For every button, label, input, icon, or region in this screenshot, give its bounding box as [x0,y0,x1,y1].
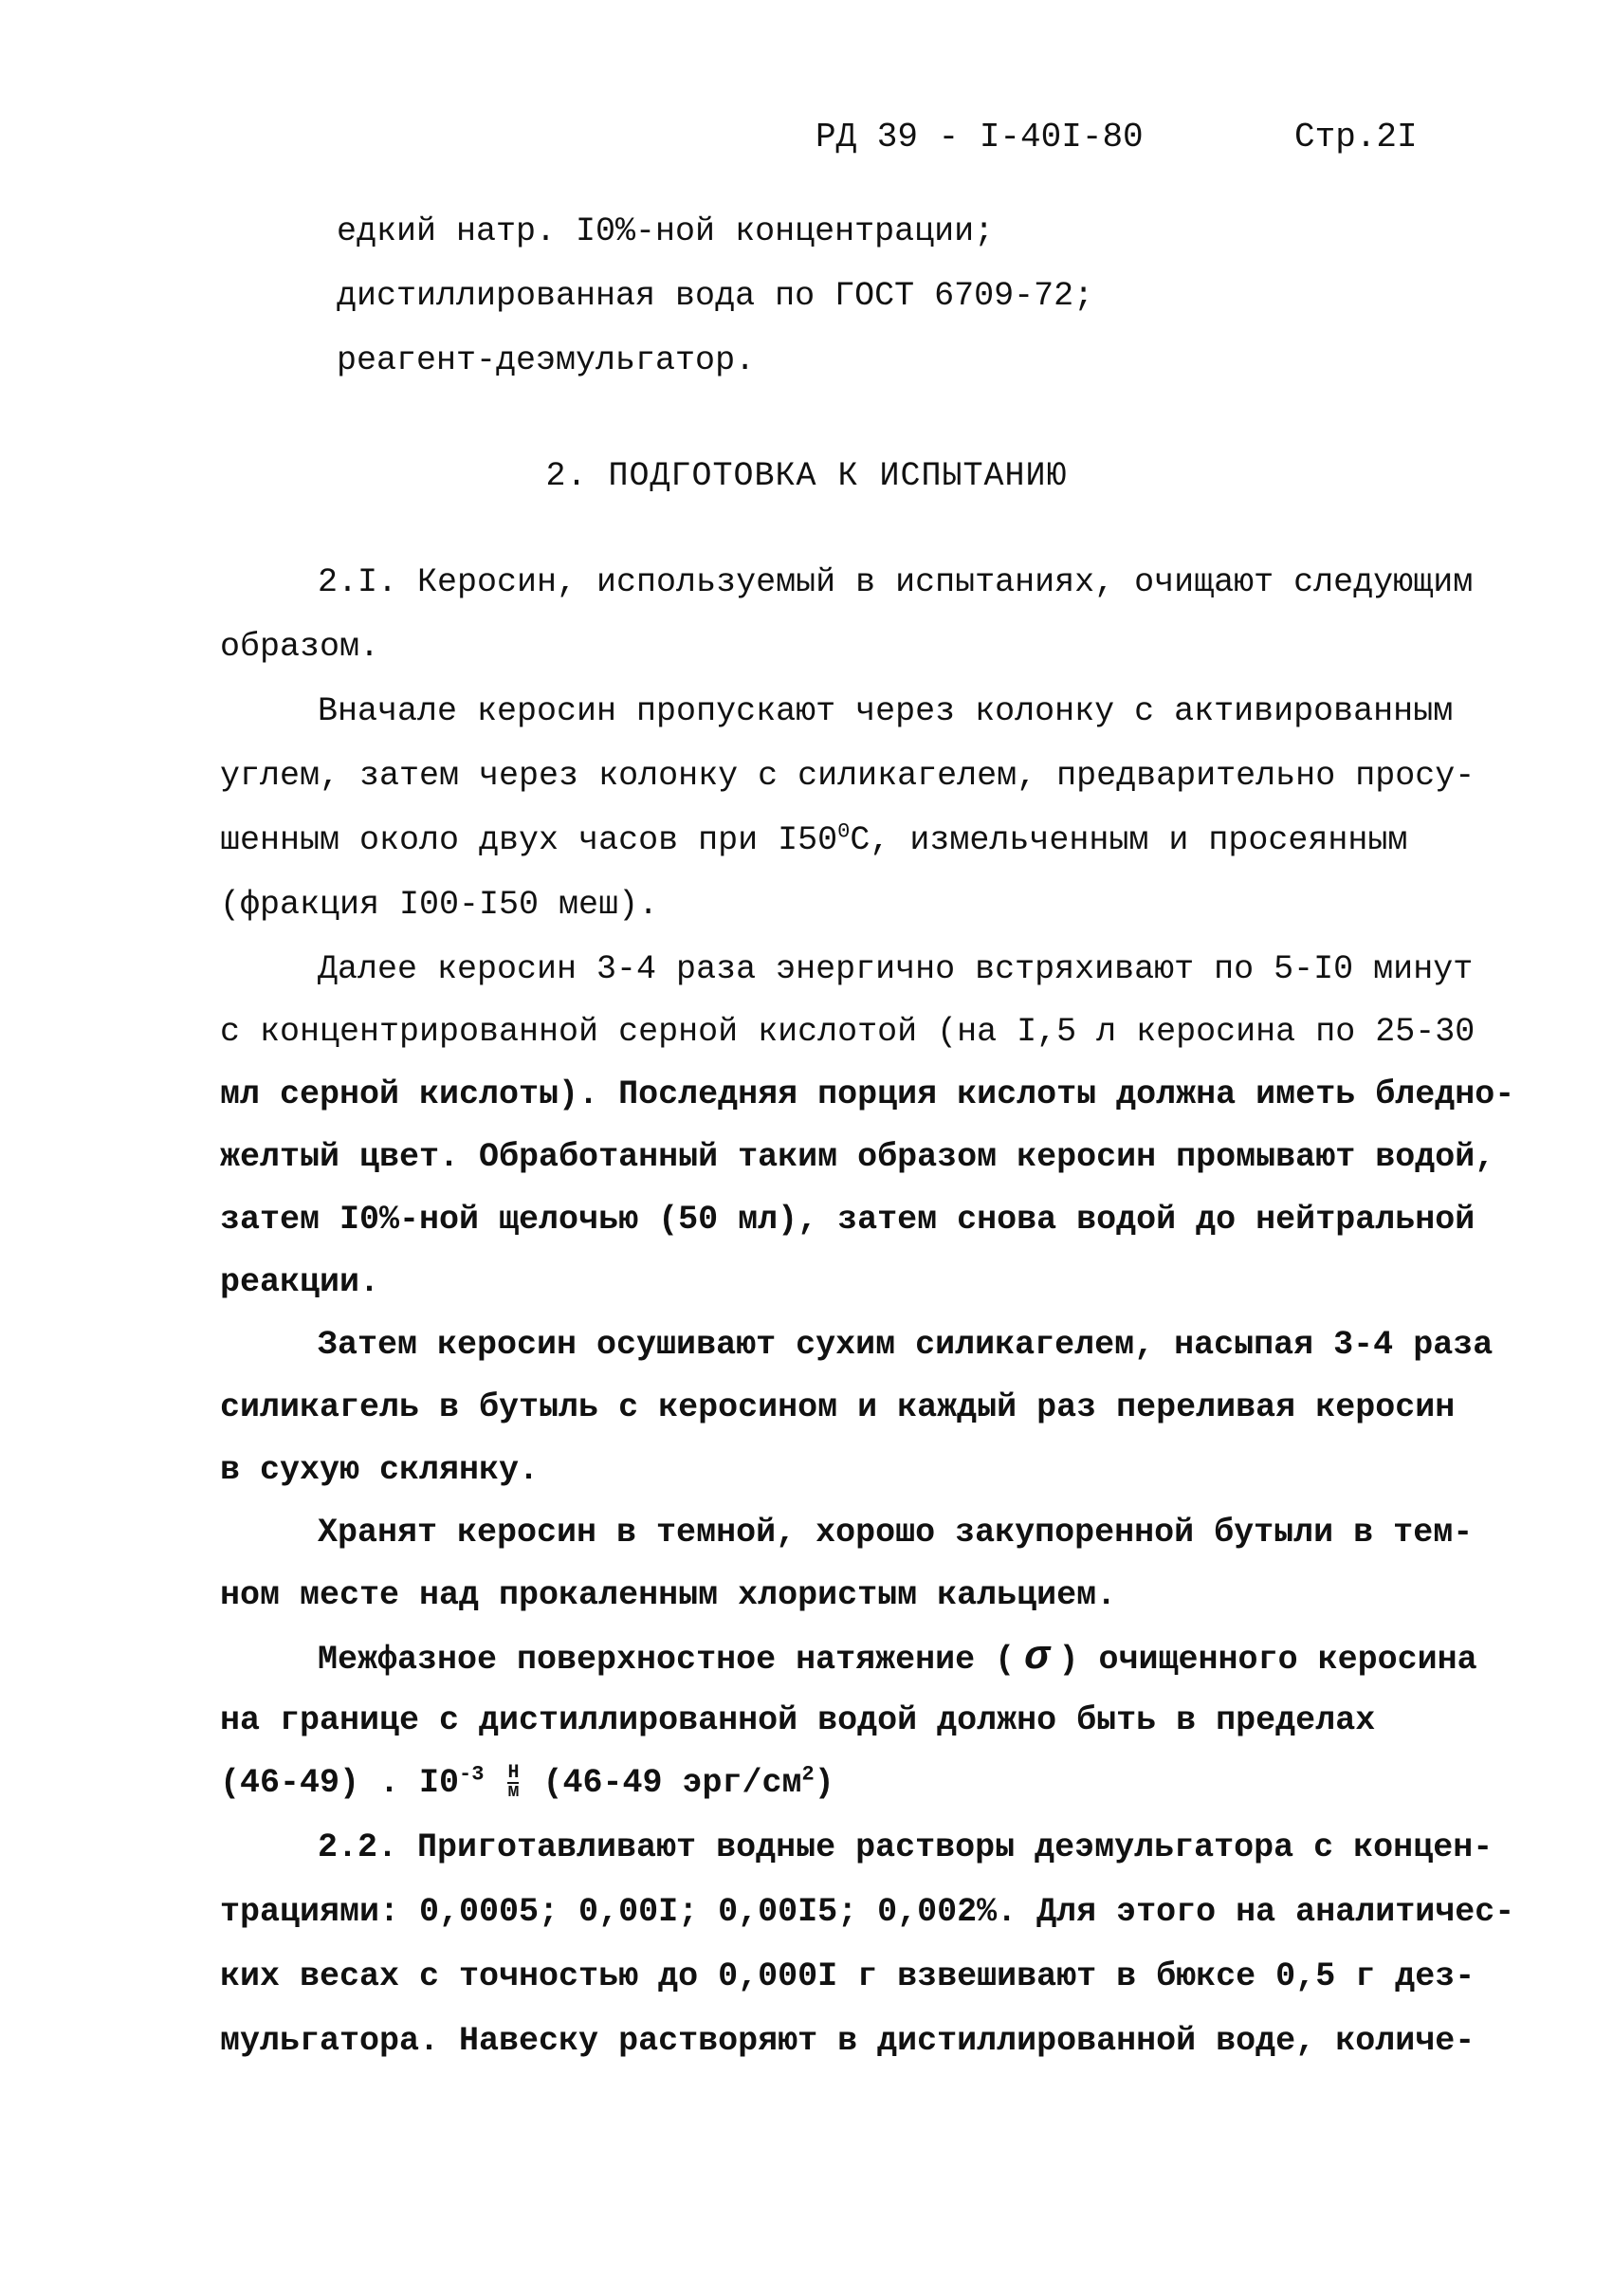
paragraph-line: Затем керосин осушивают сухим силикагелем, насыпая 3-4 раза [318,1326,1494,1364]
paragraph-line: с концентрированной серной кислотой (на I,5 л керосина по 25-30 [220,1013,1476,1051]
reagent-line: едкий натр. I0%-ной концентрации; [337,212,995,250]
paragraph-line: (фракция I00-I50 меш). [220,886,659,924]
paragraph-line [318,1634,1477,1681]
reagent-line: реагент-деэмульгатор. [337,341,756,379]
paragraph-line: 2.2. Приготавливают водные растворы деэмульгатора с концен- [318,1828,1494,1866]
text-span: шенным около двух часов при I50 [220,821,838,859]
sigma-symbol: σ [1024,1634,1050,1681]
paragraph-line: Хранят керосин в темной, хорошо закупоренной бутыли в тем- [318,1514,1474,1552]
paragraph-line: трациями: 0,0005; 0,00I; 0,00I5; 0,002%. Для этого на аналитичес- [220,1893,1515,1931]
unit-fraction [507,1761,520,1803]
paragraph-line: в сухую склянку. [220,1451,540,1489]
paragraph-line: ном месте над прокаленным хлористым кальцием. [220,1576,1117,1614]
text-span: ) [814,1764,834,1802]
paragraph-line: силикагель в бутыль с керосином и каждый раз переливая керосин [220,1388,1456,1426]
paragraph-line: Вначале керосин пропускают через колонку с активированным [318,692,1454,730]
paragraph-line: мл серной кислоты). Последняя порция кислоты должна иметь бледно- [220,1075,1515,1113]
paragraph-line: желтый цвет. Обработанный таким образом керосин промывают водой, [220,1138,1495,1176]
fraction-denominator: м [507,1780,520,1803]
text-span: Межфазное поверхностное натяжение ( [318,1641,1016,1679]
paragraph-line: углем, затем через колонку с силикагелем, предварительно просу- [220,757,1476,795]
paragraph-line [220,819,1407,861]
paragraph-line: образом. [220,628,380,666]
paragraph-line: затем I0%-ной щелочью (50 мл), затем снова водой до нейтральной [220,1201,1476,1239]
paragraph-line: Далее керосин 3-4 раза энергично встряхивают по 5-I0 минут [318,950,1474,988]
paragraph-line: 2.I. Керосин, используемый в испытаниях, очищают следующим [318,563,1474,601]
paragraph-line: ких весах с точностью до 0,000I г взвешивают в бюксе 0,5 г дез- [220,1957,1476,1995]
paragraph-line: на границе с дистиллированной водой должно быть в пределах [220,1701,1376,1739]
text-span: (46-49 эрг/см [542,1764,802,1802]
text-span: ) очищенного керосина [1058,1641,1477,1679]
superscript: 0 [837,819,851,844]
paragraph-line: реакции. [220,1263,380,1301]
section-title: 2. ПОДГОТОВКА К ИСПЫТАНИЮ [545,457,1068,495]
text-span: (46-49) . I0 [220,1764,460,1802]
page-header [0,118,1613,165]
text-span: С, измельченным и просеянным [850,821,1408,859]
superscript: 2 [801,1762,815,1787]
paragraph-line: мульгатора. Навеску растворяют в дистиллированной воде, количе- [220,2022,1476,2060]
page-number: Стр.2I [1294,118,1418,156]
fraction-numerator: Н [507,1761,520,1784]
superscript: -3 [459,1762,485,1787]
paragraph-line [220,1762,834,1804]
document-code: РД 39 - I-40I-80 [816,118,1144,156]
reagent-line: дистиллированная вода по ГОСТ 6709-72; [337,277,1094,315]
